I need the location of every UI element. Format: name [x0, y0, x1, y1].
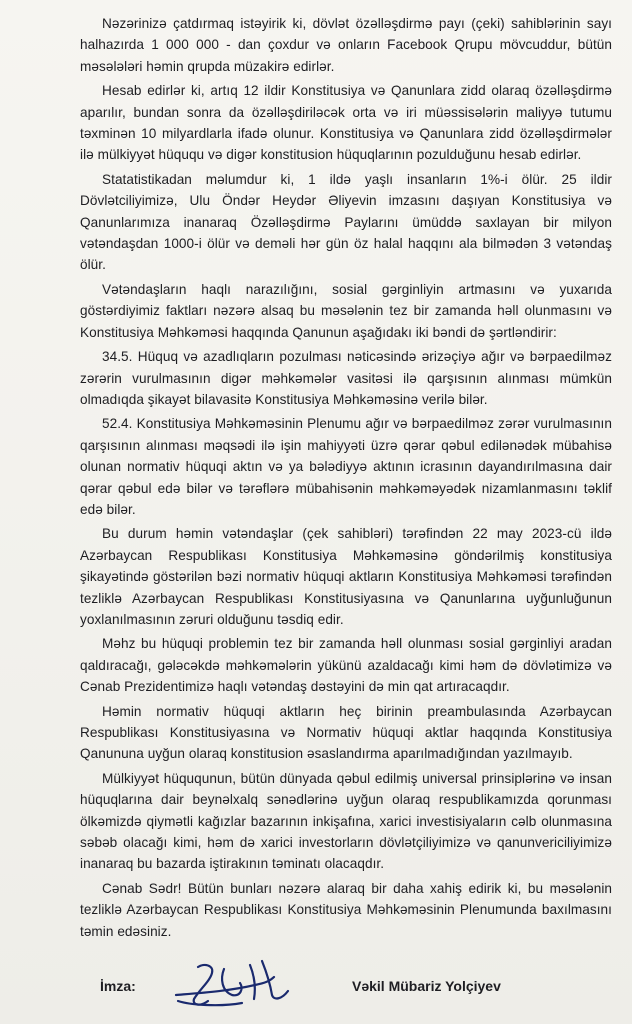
paragraph-closing: Cənab Sədr! Bütün bunları nəzərə alaraq bir daha xahiş edirik ki, bu məsələnin tezliklə Azərbaycan Respublikası Konstitusiya Məhkəməsinin Plenumunda baxılmasını təmin edəsiniz.	[80, 880, 612, 939]
paragraph-8: Məhz bu hüquqi problemin tez bir zamanda həll olunması sosial gərginliyi aradan qaldıracağı, gələcəkdə məhkəmələrin yükünü azaldacağı kimi həm də dövlətimizə və Cənab Prezidentimizə haqlı vətəndaş dəstəyini də min qat artıracaqdır.	[80, 636, 612, 695]
paragraph-4: Vətəndaşların haqlı narazılığını, sosial gərginliyin artmasını və yuxarıda göstərdiyimiz faktları nəzərə alsaq bu məsələnin tez bir zamanda həll olunmasını və Konstitusiya Məhkəməsi haqqında Qanunun aşağıdakı iki bəndi də şərtləndirir:	[80, 281, 612, 340]
paragraph-10: Mülkiyyət hüququnun, bütün dünyada qəbul edilmiş universal prinsiplərinə və insan hüquqlarına dair beynəlxalq sənədlərinə uyğun olaraq respublikamızda qorunması ölkəmizdə qiymətli kağızlar bazarının inkişafına, xarici investisiyaların cəlb olunmasına səbəb olacağı kimi, həm də xarici investorların dövlətçiliyimizə və qanunvericiliyimizə inanaraq bu bazarda iştirakının təminatı olacaqdır.	[80, 770, 612, 872]
signature-label: İmza:	[100, 978, 136, 994]
signer-name: Vəkil Mübariz Yolçiyev	[352, 978, 501, 994]
paragraph-article-34-5: 34.5. Hüquq və azadlıqların pozulması nəticəsində ərizəçiyə ağır və bərpaedilməz zərərin vurulmasının digər məhkəmələr vasitəsi ilə qarşısının alınması mümkün olmadıqda şikayət bilavasitə Konstitusiya Məhkəməsinə verilə bilər.	[80, 349, 612, 407]
handwritten-signature	[170, 955, 330, 1015]
paragraph-1: Nəzərinizə çatdırmaq istəyirik ki, dövlət özəlləşdirmə payı (çeki) sahiblərinin sayı halhazırda 1 000 000 - dan çoxdur və onların Facebook Qrupu mövcuddur, bütün məsələləri həmin qrupda müzakirə edirlər.	[80, 16, 612, 74]
paragraph-9: Həmin normativ hüquqi aktların heç birinin preambulasında Azərbaycan Respublikası Konstitusiyasına və Normativ hüquqi aktlar haqqında Konstitusiya Qanununa uyğun olaraq konstitusion əsaslandırma aparılmadığından yazılmayıb.	[80, 703, 612, 762]
paragraph-7: Bu durum həmin vətəndaşlar (çek sahibləri) tərəfindən 22 may 2023-cü ildə Azərbaycan Respublikası Konstitusiya Məhkəməsinə göndərilmiş konstitusiya şikayətində göstərilən bəzi normativ hüquqi aktların Konstitusiya Məhkəməsi tərəfindən tezliklə Azərbaycan Respublikası Konstitusiyasına və Qanunlarına uyğunluğunun yoxlanılmasının zəruri olduğunu təsdiq edir.	[80, 526, 612, 627]
paragraph-article-52-4: 52.4. Konstitusiya Məhkəməsinin Plenumu ağır və bərpaedilməz zərər vurulmasının qarşısının alınması məqsədi ilə işin mahiyyəti üzrə qərar qəbul edilənədək mübahisə olunan normativ hüquqi aktın və ya bələdiyyə aktının icrasının dayandırılmasına dair qərar qəbul edə bilər və tərəflərə mübahisənin məhkəməyədək nizamlanmasını təklif edə bilər.	[80, 416, 612, 517]
paragraph-3: Statatistikadan məlumdur ki, 1 ildə yaşlı insanların 1%-i ölür. 25 ildir Dövlətciliyimizə, Ulu Öndər Heydər Əliyevin imzasını daşıyan Konstitusiya və Qanunlarımıza inanaraq Özəlləşdirmə Paylarını ümüddə saxlayan bir milyon vətəndaşdan 1000-i ölür və deməli hər gün öz halal haqqını ala bilmədən 3 vətəndaş ölür.	[80, 171, 612, 273]
paragraph-2: Hesab edirlər ki, artıq 12 ildir Konstitusiya və Qanunlara zidd olaraq özəlləşdirmə aparılır, bundan sonra da özəlləşdiriləcək orta və iri müəssisələrin maliyyə tutumu təxminən 10 milyardlarla ifadə olunur. Konstitusiya və Qanunlara zidd özəlləşdirmələr ilə mülkiyyət hüququ və digər konstitusion hüquqlarının pozulduğunu hesab edirlər.	[80, 83, 612, 163]
signature-block	[0, 955, 632, 1015]
